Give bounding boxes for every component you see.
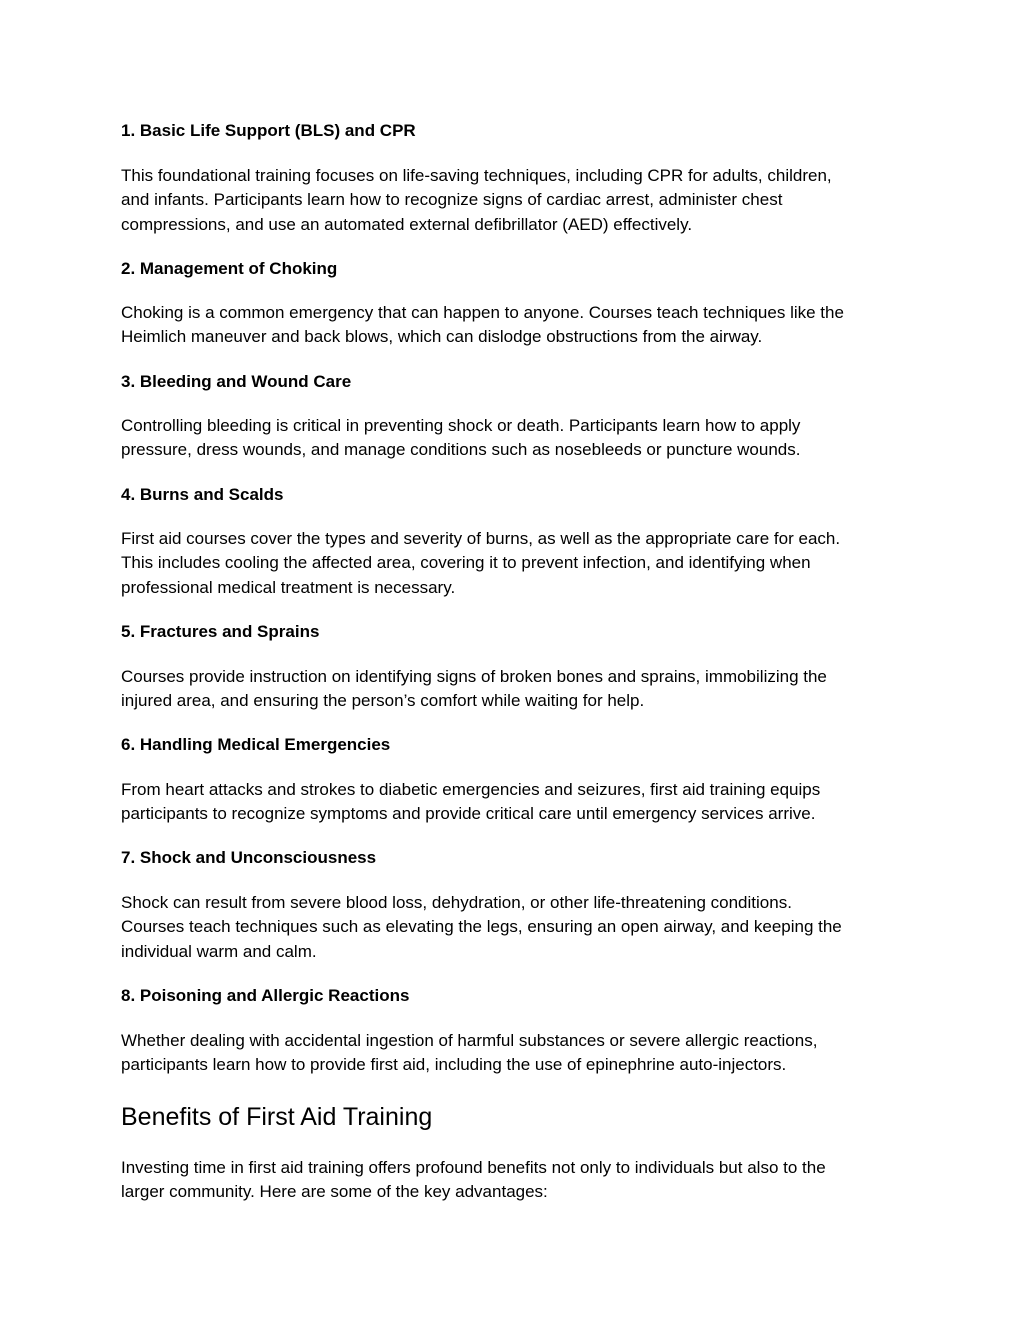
paragraph-line: participants learn how to provide first aid, including the use of epinephrine auto-injectors. bbox=[121, 1055, 787, 1075]
paragraph-line: This includes cooling the affected area, covering it to prevent infection, and identifying when bbox=[121, 553, 811, 573]
section-3-heading: 3. Bleeding and Wound Care bbox=[121, 372, 352, 391]
paragraph-line: Shock can result from severe blood loss, dehydration, or other life-threatening conditions. bbox=[121, 893, 792, 912]
paragraph-line: Whether dealing with accidental ingestion of harmful substances or severe allergic reactions, bbox=[121, 1031, 818, 1050]
section-8-heading: 8. Poisoning and Allergic Reactions bbox=[121, 986, 410, 1005]
paragraph-line: and infants. Participants learn how to recognize signs of cardiac arrest, administer chest bbox=[121, 190, 783, 210]
section-8-paragraph bbox=[121, 1029, 921, 1078]
benefits-heading: Benefits of First Aid Training bbox=[121, 1103, 433, 1131]
paragraph-line: Investing time in first aid training offers profound benefits not only to individuals but also to the bbox=[121, 1158, 826, 1177]
paragraph-line: Courses teach techniques such as elevating the legs, ensuring an open airway, and keeping the bbox=[121, 917, 842, 937]
benefits-paragraph bbox=[121, 1156, 921, 1205]
paragraph-line: compressions, and use an automated external defibrillator (AED) effectively. bbox=[121, 214, 693, 234]
paragraph-line: Controlling bleeding is critical in preventing shock or death. Participants learn how to apply bbox=[121, 416, 801, 435]
paragraph-line: individual warm and calm. bbox=[121, 941, 317, 961]
section-6-heading: 6. Handling Medical Emergencies bbox=[121, 735, 391, 754]
paragraph-line: From heart attacks and strokes to diabetic emergencies and seizures, first aid training equips bbox=[121, 780, 821, 799]
section-2-heading: 2. Management of Choking bbox=[121, 259, 338, 278]
section-4-paragraph bbox=[121, 527, 921, 600]
paragraph-line: Courses provide instruction on identifying signs of broken bones and sprains, immobilizing the bbox=[121, 667, 827, 686]
paragraph-line: participants to recognize symptoms and provide critical care until emergency services arrive. bbox=[121, 804, 816, 824]
paragraph-line: First aid courses cover the types and severity of burns, as well as the appropriate care for each. bbox=[121, 529, 841, 548]
paragraph-line: Heimlich maneuver and back blows, which can dislodge obstructions from the airway. bbox=[121, 327, 763, 347]
section-1-paragraph bbox=[121, 164, 921, 237]
paragraph-line: larger community. Here are some of the key advantages: bbox=[121, 1182, 548, 1202]
section-5-paragraph bbox=[121, 665, 921, 714]
paragraph-line: This foundational training focuses on life-saving techniques, including CPR for adults, children, bbox=[121, 166, 832, 185]
section-7-paragraph bbox=[121, 891, 921, 964]
paragraph-line: professional medical treatment is necessary. bbox=[121, 577, 456, 597]
section-5-heading: 5. Fractures and Sprains bbox=[121, 622, 320, 641]
section-6-paragraph bbox=[121, 778, 921, 827]
paragraph-line: pressure, dress wounds, and manage conditions such as nosebleeds or puncture wounds. bbox=[121, 440, 801, 460]
section-2-paragraph bbox=[121, 301, 921, 350]
paragraph-line: Choking is a common emergency that can happen to anyone. Courses teach techniques like the bbox=[121, 303, 844, 322]
section-1-heading: 1. Basic Life Support (BLS) and CPR bbox=[121, 121, 416, 140]
section-7-heading: 7. Shock and Unconsciousness bbox=[121, 848, 377, 867]
section-4-heading: 4. Burns and Scalds bbox=[121, 485, 284, 504]
section-3-paragraph bbox=[121, 414, 921, 463]
paragraph-line: injured area, and ensuring the person’s comfort while waiting for help. bbox=[121, 691, 645, 711]
